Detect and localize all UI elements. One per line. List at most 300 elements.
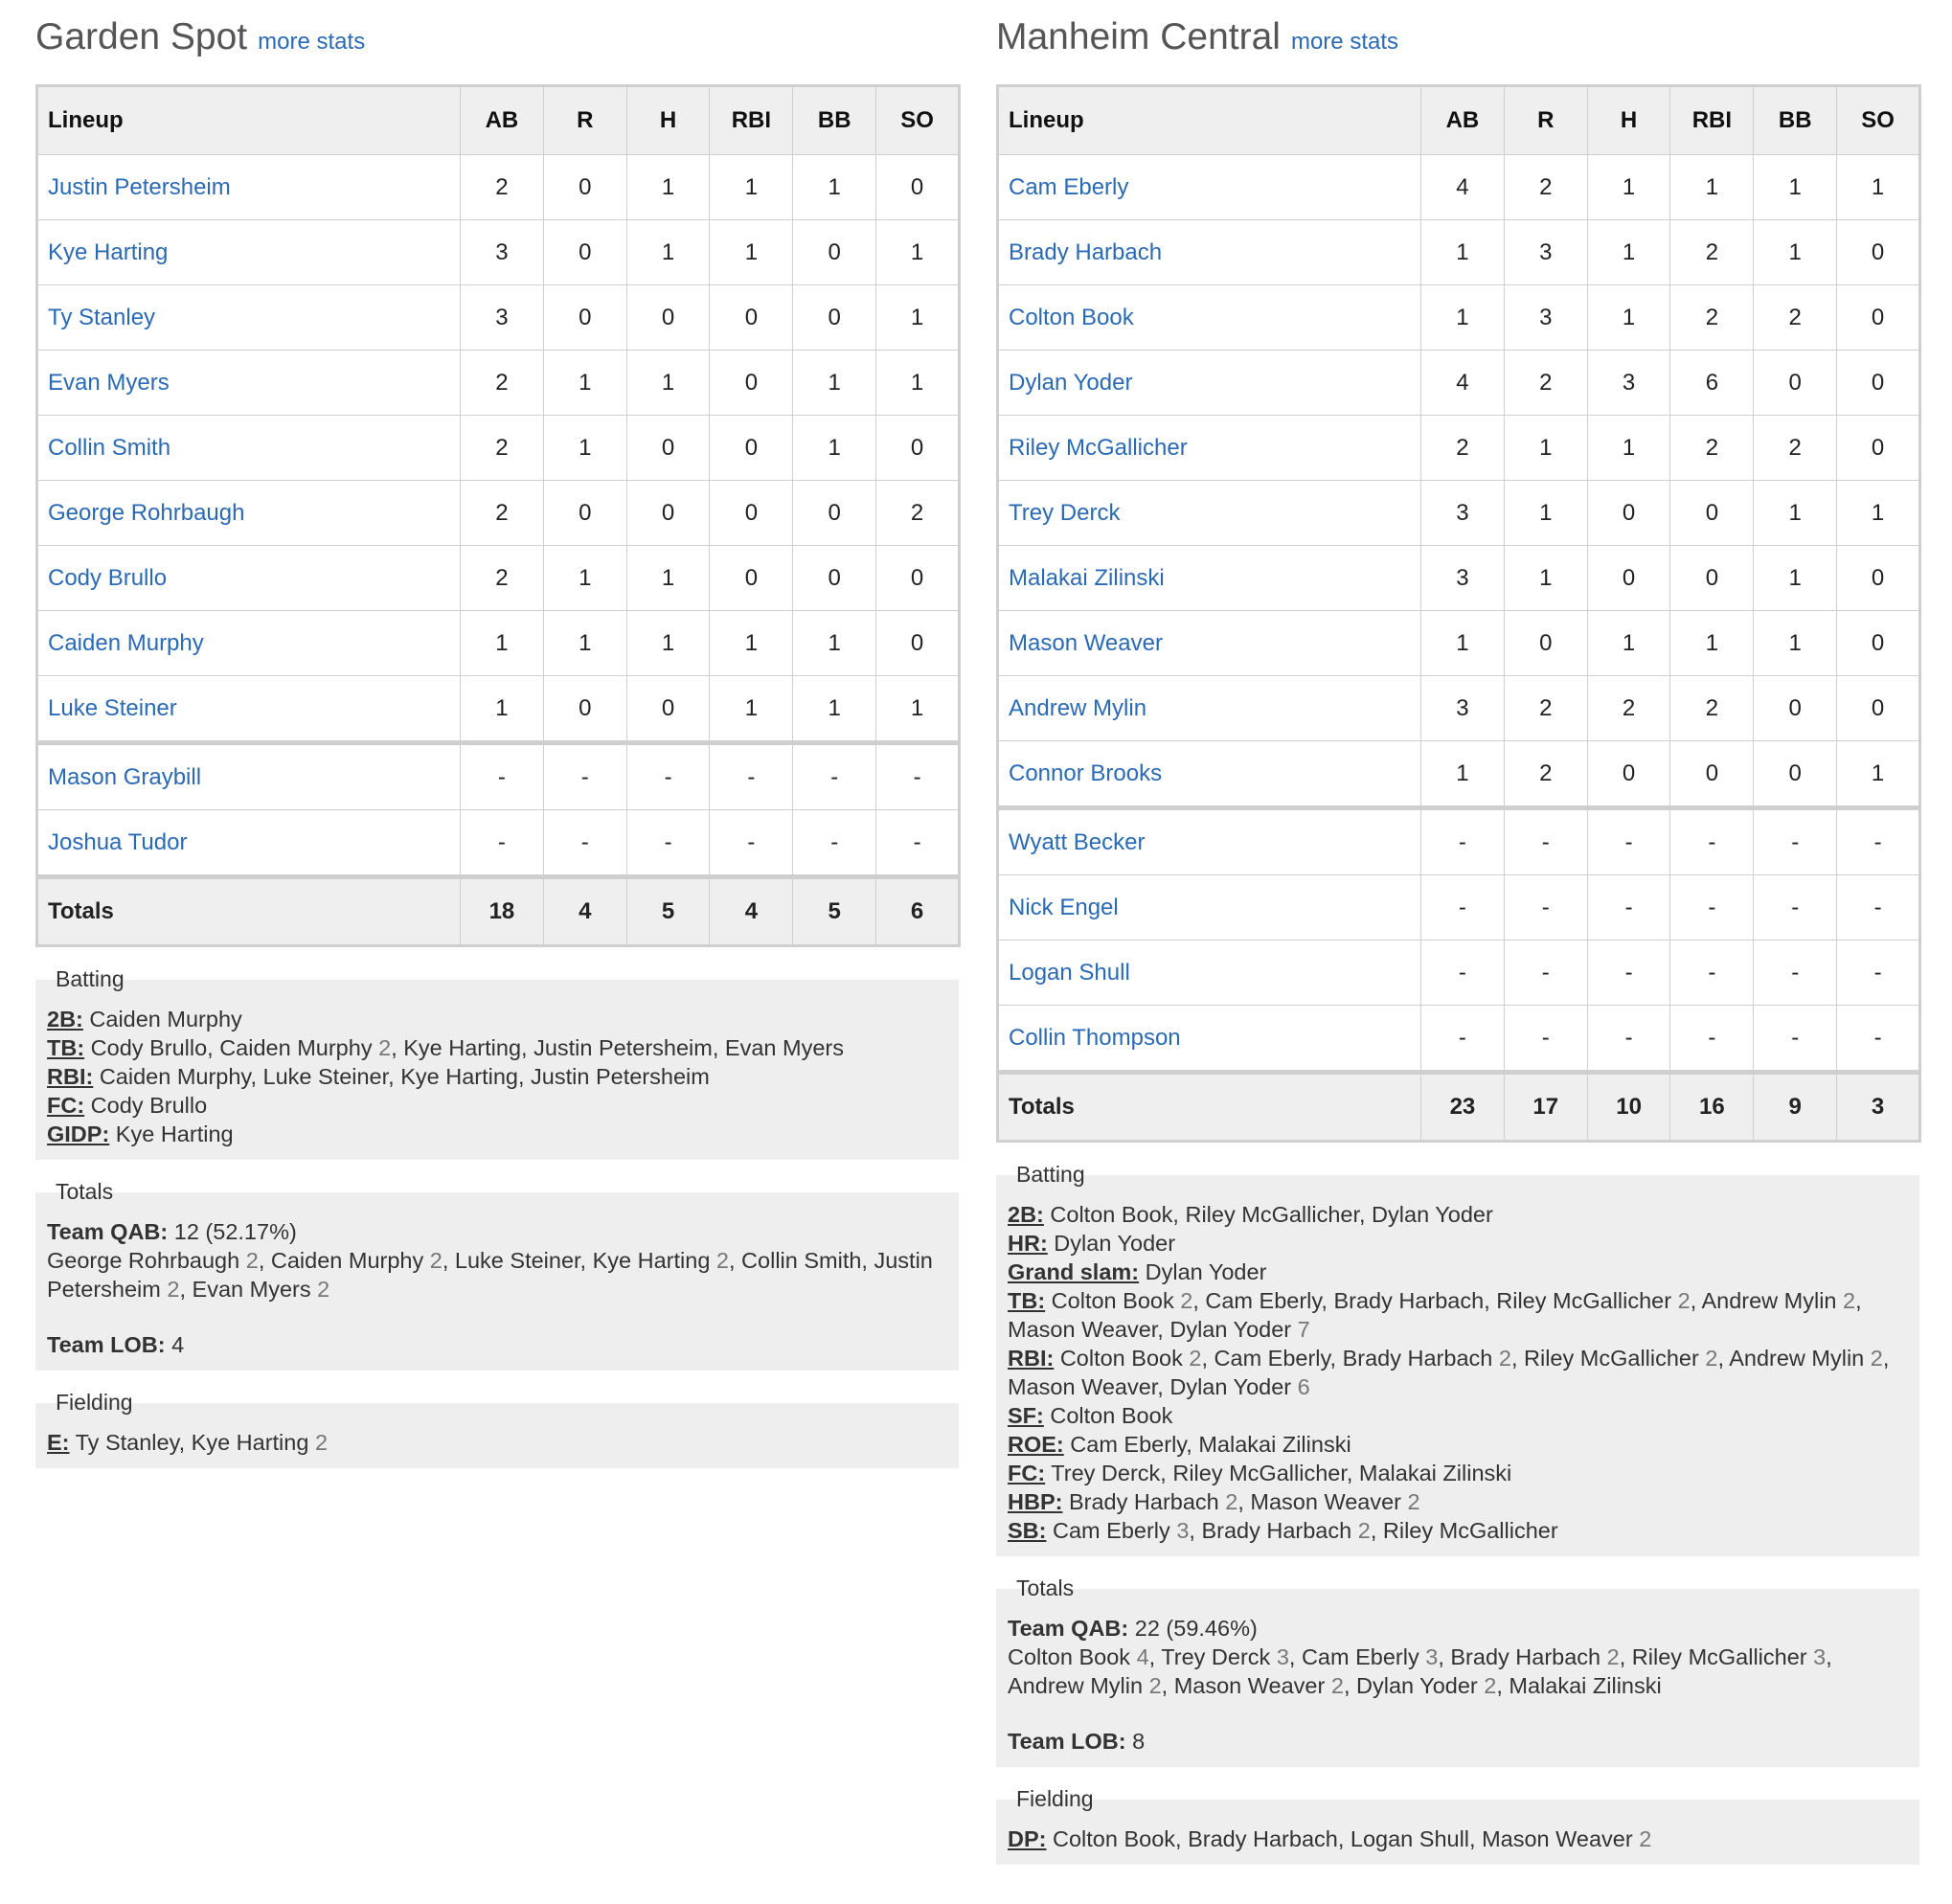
total-r: 17 xyxy=(1504,1073,1587,1142)
player-link[interactable]: Wyatt Becker xyxy=(1009,828,1146,855)
player-list-text: , Mason Weaver, Dylan Yoder xyxy=(1008,1288,1862,1342)
team-qab-label: Team QAB: xyxy=(47,1219,169,1244)
player-row xyxy=(37,155,960,220)
stat-r: 1 xyxy=(1504,416,1587,481)
stat-so: 0 xyxy=(1837,285,1920,351)
stat-h: 2 xyxy=(1587,676,1670,741)
stat-rbi: 1 xyxy=(1670,611,1754,676)
stat-h: 1 xyxy=(626,546,710,611)
lineup-header-row xyxy=(37,86,960,155)
player-link[interactable]: Justin Petersheim xyxy=(48,173,231,200)
batting-line xyxy=(1008,1229,1908,1258)
player-list-text: Colton Book xyxy=(1043,1403,1173,1428)
stat-bb: - xyxy=(1754,941,1837,1006)
stat-so: 0 xyxy=(1837,611,1920,676)
team-qab-label: Team QAB: xyxy=(1008,1616,1129,1641)
team-lob-label: Team LOB: xyxy=(1008,1729,1126,1754)
player-list-text: , Cam Eberly xyxy=(1288,1644,1426,1669)
count: 2 xyxy=(1639,1826,1652,1851)
column-header-h: H xyxy=(1587,86,1670,155)
batting-line xyxy=(1008,1344,1908,1401)
total-so: 3 xyxy=(1837,1073,1920,1142)
player-row xyxy=(998,875,1920,941)
totals-box xyxy=(996,1575,1919,1767)
total-rbi: 4 xyxy=(710,877,793,946)
stat-ab: 2 xyxy=(461,351,544,416)
totals-row xyxy=(998,1073,1920,1142)
stat-label: SF: xyxy=(1008,1403,1044,1428)
stat-h: 3 xyxy=(1587,351,1670,416)
stat-h: 0 xyxy=(1587,546,1670,611)
player-list-text: Caiden Murphy, Luke Steiner, Kye Harting, Justin Petersheim xyxy=(93,1064,710,1089)
stat-label: HR: xyxy=(1008,1231,1048,1256)
team-lob-line xyxy=(1008,1727,1908,1756)
stat-bb: - xyxy=(793,743,876,810)
stat-so: 0 xyxy=(1837,416,1920,481)
stat-ab: - xyxy=(461,743,544,810)
totals-label: Totals xyxy=(37,877,461,946)
column-header-ab: AB xyxy=(461,86,544,155)
player-list-text: , Evan Myers xyxy=(179,1277,318,1302)
stat-rbi: - xyxy=(1670,808,1754,875)
column-header-bb: BB xyxy=(793,86,876,155)
stat-bb: 0 xyxy=(793,481,876,546)
stat-h: 1 xyxy=(1587,155,1670,220)
player-link[interactable]: Caiden Murphy xyxy=(48,629,204,656)
count: 2 xyxy=(429,1248,443,1273)
column-header-lineup: Lineup xyxy=(37,86,461,155)
batting-line xyxy=(1008,1286,1908,1344)
stat-ab: 4 xyxy=(1421,155,1505,220)
player-name-cell xyxy=(37,155,461,220)
stat-r: 1 xyxy=(543,611,626,676)
count: 2 xyxy=(1180,1288,1193,1313)
total-r: 4 xyxy=(543,877,626,946)
player-name-cell xyxy=(998,941,1421,1006)
stat-ab: 1 xyxy=(1421,285,1505,351)
stat-r: - xyxy=(543,810,626,877)
player-link[interactable]: Cody Brullo xyxy=(48,564,168,591)
stat-rbi: - xyxy=(1670,941,1754,1006)
player-row xyxy=(998,741,1920,808)
lineup-header-row xyxy=(998,86,1920,155)
player-row xyxy=(37,611,960,676)
lineup-body xyxy=(998,155,1920,1142)
stat-label: TB: xyxy=(47,1035,85,1060)
stat-ab: 3 xyxy=(1421,676,1505,741)
stat-label: HBP: xyxy=(1008,1489,1063,1514)
player-name-cell xyxy=(37,481,461,546)
stat-ab: - xyxy=(461,810,544,877)
player-list-text: , Mason Weaver xyxy=(1161,1673,1331,1698)
stat-so: 0 xyxy=(1837,220,1920,285)
stat-bb: 0 xyxy=(1754,351,1837,416)
team-lob-label: Team LOB: xyxy=(47,1332,166,1357)
count: 2 xyxy=(1498,1346,1511,1371)
player-row xyxy=(998,546,1920,611)
player-link[interactable]: Luke Steiner xyxy=(48,694,177,721)
count: 2 xyxy=(1606,1644,1620,1669)
batting-lines xyxy=(35,980,959,1160)
stat-r: - xyxy=(543,743,626,810)
stat-r: 0 xyxy=(543,220,626,285)
batting-line xyxy=(1008,1200,1908,1229)
player-link[interactable]: Malakai Zilinski xyxy=(1009,564,1165,591)
stat-ab: 3 xyxy=(1421,481,1505,546)
player-row xyxy=(37,285,960,351)
stat-r: 0 xyxy=(543,285,626,351)
stat-r: 0 xyxy=(543,481,626,546)
stat-label: SB: xyxy=(1008,1518,1047,1543)
player-list-text: , Malakai Zilinski xyxy=(1496,1673,1662,1698)
player-list-text: , Brady Harbach xyxy=(1189,1518,1358,1543)
count: 2 xyxy=(1843,1288,1856,1313)
stat-r: 0 xyxy=(543,676,626,743)
total-h: 10 xyxy=(1587,1073,1670,1142)
count: 2 xyxy=(1484,1673,1497,1698)
player-link[interactable]: Colton Book xyxy=(1009,304,1134,330)
fielding-line xyxy=(47,1428,947,1457)
player-row xyxy=(37,810,960,877)
stat-so: 0 xyxy=(1837,676,1920,741)
stat-bb: - xyxy=(1754,1006,1837,1073)
fielding-line xyxy=(1008,1825,1908,1853)
stat-r: 3 xyxy=(1504,285,1587,351)
column-header-r: R xyxy=(1504,86,1587,155)
player-link[interactable]: Andrew Mylin xyxy=(1009,694,1147,721)
stat-r: 2 xyxy=(1504,351,1587,416)
total-bb: 9 xyxy=(1754,1073,1837,1142)
batting-line xyxy=(47,1005,947,1033)
player-link[interactable]: Connor Brooks xyxy=(1009,759,1163,786)
player-list-text: Cody Brullo xyxy=(84,1093,208,1118)
batting-line xyxy=(1008,1487,1908,1516)
stat-rbi: - xyxy=(1670,875,1754,941)
player-list-text: , Riley McGallicher xyxy=(1370,1518,1558,1543)
stat-label: TB: xyxy=(1008,1288,1046,1313)
player-list-text: , Cam Eberly, Brady Harbach xyxy=(1201,1346,1499,1371)
stat-h: 0 xyxy=(1587,741,1670,808)
player-name-cell xyxy=(998,808,1421,875)
totals-title: Totals xyxy=(56,1179,114,1204)
totals-title: Totals xyxy=(1016,1575,1075,1600)
spacer xyxy=(1008,1700,1908,1727)
stat-label: RBI: xyxy=(1008,1346,1055,1371)
player-list-text: , Andrew Mylin xyxy=(1008,1644,1832,1698)
fielding-box xyxy=(996,1786,1919,1865)
stat-bb: 0 xyxy=(793,546,876,611)
stat-r: 2 xyxy=(1504,155,1587,220)
stat-bb: 1 xyxy=(1754,481,1837,546)
batting-box xyxy=(996,1162,1919,1556)
stat-ab: 4 xyxy=(1421,351,1505,416)
stat-h: 0 xyxy=(626,416,710,481)
totals-row xyxy=(37,877,960,946)
stat-rbi: - xyxy=(1670,1006,1754,1073)
stat-h: - xyxy=(1587,875,1670,941)
player-row xyxy=(998,481,1920,546)
player-list-text: Cody Brullo, Caiden Murphy xyxy=(84,1035,379,1060)
player-list-text: , Andrew Mylin xyxy=(1717,1346,1871,1371)
count: 2 xyxy=(1870,1346,1883,1371)
stat-ab: 3 xyxy=(461,220,544,285)
batting-line xyxy=(1008,1459,1908,1487)
stat-h: 1 xyxy=(1587,416,1670,481)
player-link[interactable]: Dylan Yoder xyxy=(1009,369,1133,396)
player-name-cell xyxy=(37,743,461,810)
stat-ab: - xyxy=(1421,941,1505,1006)
player-link[interactable]: Nick Engel xyxy=(1009,894,1119,920)
player-list-text: Dylan Yoder xyxy=(1139,1259,1267,1284)
team-lob-value: 4 xyxy=(165,1332,185,1357)
stat-label: ROE: xyxy=(1008,1432,1064,1457)
stat-bb: 0 xyxy=(793,285,876,351)
stat-so: 1 xyxy=(876,351,960,416)
count: 2 xyxy=(378,1035,392,1060)
player-link[interactable]: Kye Harting xyxy=(48,238,169,265)
stat-so: 1 xyxy=(876,220,960,285)
stat-rbi: 1 xyxy=(1670,155,1754,220)
stat-bb: - xyxy=(793,810,876,877)
stat-label: Grand slam: xyxy=(1008,1259,1140,1284)
column-header-bb: BB xyxy=(1754,86,1837,155)
stat-so: 1 xyxy=(1837,481,1920,546)
player-list-text: Ty Stanley, Kye Harting xyxy=(69,1430,315,1455)
player-list-text: Colton Book, Brady Harbach, Logan Shull, Mason Weaver xyxy=(1046,1826,1640,1851)
stat-rbi: 0 xyxy=(710,351,793,416)
player-link[interactable]: Evan Myers xyxy=(48,369,170,396)
player-list-text: Cam Eberly xyxy=(1046,1518,1177,1543)
batting-line xyxy=(1008,1430,1908,1459)
stat-rbi: 1 xyxy=(710,676,793,743)
stat-so: 0 xyxy=(876,155,960,220)
stat-label: FC: xyxy=(47,1093,85,1118)
stat-so: 1 xyxy=(1837,155,1920,220)
stat-rbi: 6 xyxy=(1670,351,1754,416)
stat-ab: 1 xyxy=(1421,741,1505,808)
total-rbi: 16 xyxy=(1670,1073,1754,1142)
player-row xyxy=(998,155,1920,220)
player-row xyxy=(37,743,960,810)
team-qab-value: 22 (59.46%) xyxy=(1128,1616,1258,1641)
stat-bb: 1 xyxy=(793,351,876,416)
player-list-text: , Cam Eberly, Brady Harbach, Riley McGallicher xyxy=(1192,1288,1678,1313)
player-list-text: , Andrew Mylin xyxy=(1690,1288,1844,1313)
stat-ab: 1 xyxy=(1421,220,1505,285)
player-link[interactable]: Mason Graybill xyxy=(48,763,202,790)
player-list-text: , Mason Weaver, Dylan Yoder xyxy=(1008,1346,1890,1399)
stat-r: 0 xyxy=(543,155,626,220)
stat-bb: 1 xyxy=(1754,611,1837,676)
player-row xyxy=(998,351,1920,416)
stat-r: 2 xyxy=(1504,676,1587,741)
player-list-text: , Dylan Yoder xyxy=(1343,1673,1485,1698)
stat-rbi: 2 xyxy=(1670,416,1754,481)
player-name-cell xyxy=(37,676,461,743)
stat-so: - xyxy=(1837,875,1920,941)
player-row xyxy=(37,676,960,743)
total-ab: 18 xyxy=(461,877,544,946)
column-header-so: SO xyxy=(876,86,960,155)
team-qab-value: 12 (52.17%) xyxy=(168,1219,297,1244)
stat-ab: 1 xyxy=(461,611,544,676)
stat-rbi: 0 xyxy=(1670,481,1754,546)
player-row xyxy=(998,416,1920,481)
player-link[interactable]: Riley McGallicher xyxy=(1009,434,1188,461)
team-name: Garden Spot xyxy=(35,16,248,57)
batting-title: Batting xyxy=(1016,1162,1085,1187)
player-link[interactable]: Ty Stanley xyxy=(48,304,156,330)
stat-label: DP: xyxy=(1008,1826,1047,1851)
total-so: 6 xyxy=(876,877,960,946)
count: 2 xyxy=(167,1277,180,1302)
stat-h: 0 xyxy=(626,481,710,546)
stat-rbi: 1 xyxy=(710,155,793,220)
stat-h: 0 xyxy=(1587,481,1670,546)
player-list-text: , Luke Steiner, Kye Harting xyxy=(442,1248,716,1273)
stat-bb: 0 xyxy=(1754,741,1837,808)
column-header-rbi: RBI xyxy=(1670,86,1754,155)
player-link[interactable]: Logan Shull xyxy=(1009,959,1130,986)
stat-h: 1 xyxy=(626,351,710,416)
stat-bb: 1 xyxy=(793,611,876,676)
player-list-text: , Riley McGallicher xyxy=(1510,1346,1706,1371)
stat-bb: - xyxy=(1754,808,1837,875)
stat-ab: - xyxy=(1421,875,1505,941)
stat-h: - xyxy=(1587,1006,1670,1073)
stat-ab: - xyxy=(1421,808,1505,875)
player-name-cell xyxy=(998,481,1421,546)
player-list-text: , Collin Smith, Justin Petersheim xyxy=(47,1248,933,1302)
stat-r: - xyxy=(1504,1006,1587,1073)
player-link[interactable]: Collin Thompson xyxy=(1009,1024,1181,1051)
player-name-cell xyxy=(998,351,1421,416)
player-name-cell xyxy=(37,285,461,351)
stat-r: 1 xyxy=(1504,546,1587,611)
lineup-body xyxy=(37,155,960,946)
player-link[interactable]: Trey Derck xyxy=(1009,499,1121,526)
stat-h: 1 xyxy=(1587,611,1670,676)
total-ab: 23 xyxy=(1421,1073,1505,1142)
count: 3 xyxy=(1176,1518,1190,1543)
stat-rbi: 1 xyxy=(710,220,793,285)
count: 2 xyxy=(1677,1288,1691,1313)
player-list-text: George Rohrbaugh xyxy=(47,1248,246,1273)
stat-h: 1 xyxy=(626,220,710,285)
stat-r: 2 xyxy=(1504,741,1587,808)
stat-r: 3 xyxy=(1504,220,1587,285)
batting-title: Batting xyxy=(56,966,125,991)
player-name-cell xyxy=(37,611,461,676)
stat-ab: 2 xyxy=(461,481,544,546)
stat-so: - xyxy=(1837,808,1920,875)
fielding-title: Fielding xyxy=(56,1390,133,1415)
stat-h: - xyxy=(1587,808,1670,875)
lineup-table xyxy=(996,84,1921,1143)
player-row xyxy=(998,676,1920,741)
stat-so: - xyxy=(876,743,960,810)
total-bb: 5 xyxy=(793,877,876,946)
lineup-table xyxy=(35,84,961,947)
player-link[interactable]: Cam Eberly xyxy=(1009,173,1129,200)
stat-so: 1 xyxy=(876,285,960,351)
batting-line xyxy=(47,1062,947,1091)
stat-rbi: 2 xyxy=(1670,285,1754,351)
player-name-cell xyxy=(37,351,461,416)
player-list-text: Caiden Murphy xyxy=(82,1007,242,1031)
player-name-cell xyxy=(998,546,1421,611)
batting-line xyxy=(1008,1516,1908,1545)
stat-ab: 2 xyxy=(1421,416,1505,481)
player-row xyxy=(37,546,960,611)
count: 2 xyxy=(1330,1673,1344,1698)
stat-so: 1 xyxy=(1837,741,1920,808)
stat-rbi: - xyxy=(710,810,793,877)
totals-label: Totals xyxy=(998,1073,1421,1142)
player-link[interactable]: Joshua Tudor xyxy=(48,828,188,855)
stat-so: - xyxy=(876,810,960,877)
player-name-cell xyxy=(998,741,1421,808)
player-name-cell xyxy=(998,285,1421,351)
totals-body xyxy=(35,1192,959,1371)
player-link[interactable]: George Rohrbaugh xyxy=(48,499,245,526)
player-row xyxy=(37,416,960,481)
player-link[interactable]: Collin Smith xyxy=(48,434,171,461)
column-header-so: SO xyxy=(1837,86,1920,155)
player-name-cell xyxy=(998,611,1421,676)
stat-r: - xyxy=(1504,875,1587,941)
batting-lines xyxy=(996,1175,1919,1556)
fielding-title: Fielding xyxy=(1016,1786,1094,1811)
count: 2 xyxy=(1225,1489,1238,1514)
count: 4 xyxy=(1136,1644,1149,1669)
stat-ab: 1 xyxy=(461,676,544,743)
more-stats-link[interactable]: more stats xyxy=(1290,29,1398,55)
stat-r: 1 xyxy=(543,546,626,611)
player-name-cell xyxy=(37,810,461,877)
more-stats-link[interactable]: more stats xyxy=(258,29,366,55)
stat-r: - xyxy=(1504,941,1587,1006)
stat-rbi: 1 xyxy=(710,611,793,676)
player-row xyxy=(998,285,1920,351)
count: 2 xyxy=(1189,1346,1202,1371)
stat-bb: 0 xyxy=(793,220,876,285)
player-list-text: , Caiden Murphy xyxy=(258,1248,430,1273)
stat-h: 1 xyxy=(1587,285,1670,351)
player-link[interactable]: Brady Harbach xyxy=(1009,238,1163,265)
stat-h: - xyxy=(626,743,710,810)
player-name-cell xyxy=(37,220,461,285)
count: 2 xyxy=(1705,1346,1718,1371)
stat-rbi: 0 xyxy=(1670,546,1754,611)
player-link[interactable]: Mason Weaver xyxy=(1009,629,1163,656)
player-list-text: Cam Eberly, Malakai Zilinski xyxy=(1063,1432,1351,1457)
player-list-text: Colton Book, Riley McGallicher, Dylan Yoder xyxy=(1043,1202,1493,1227)
totals-box xyxy=(35,1179,959,1371)
count: 2 xyxy=(317,1277,330,1302)
stat-h: 0 xyxy=(626,676,710,743)
stat-r: 1 xyxy=(543,351,626,416)
team-header xyxy=(35,15,959,71)
batting-line xyxy=(47,1120,947,1148)
stat-h: - xyxy=(1587,941,1670,1006)
stat-rbi: 0 xyxy=(710,285,793,351)
stat-so: 0 xyxy=(1837,546,1920,611)
stat-label: FC: xyxy=(1008,1461,1046,1485)
column-header-h: H xyxy=(626,86,710,155)
batting-line xyxy=(1008,1401,1908,1430)
stat-r: - xyxy=(1504,808,1587,875)
